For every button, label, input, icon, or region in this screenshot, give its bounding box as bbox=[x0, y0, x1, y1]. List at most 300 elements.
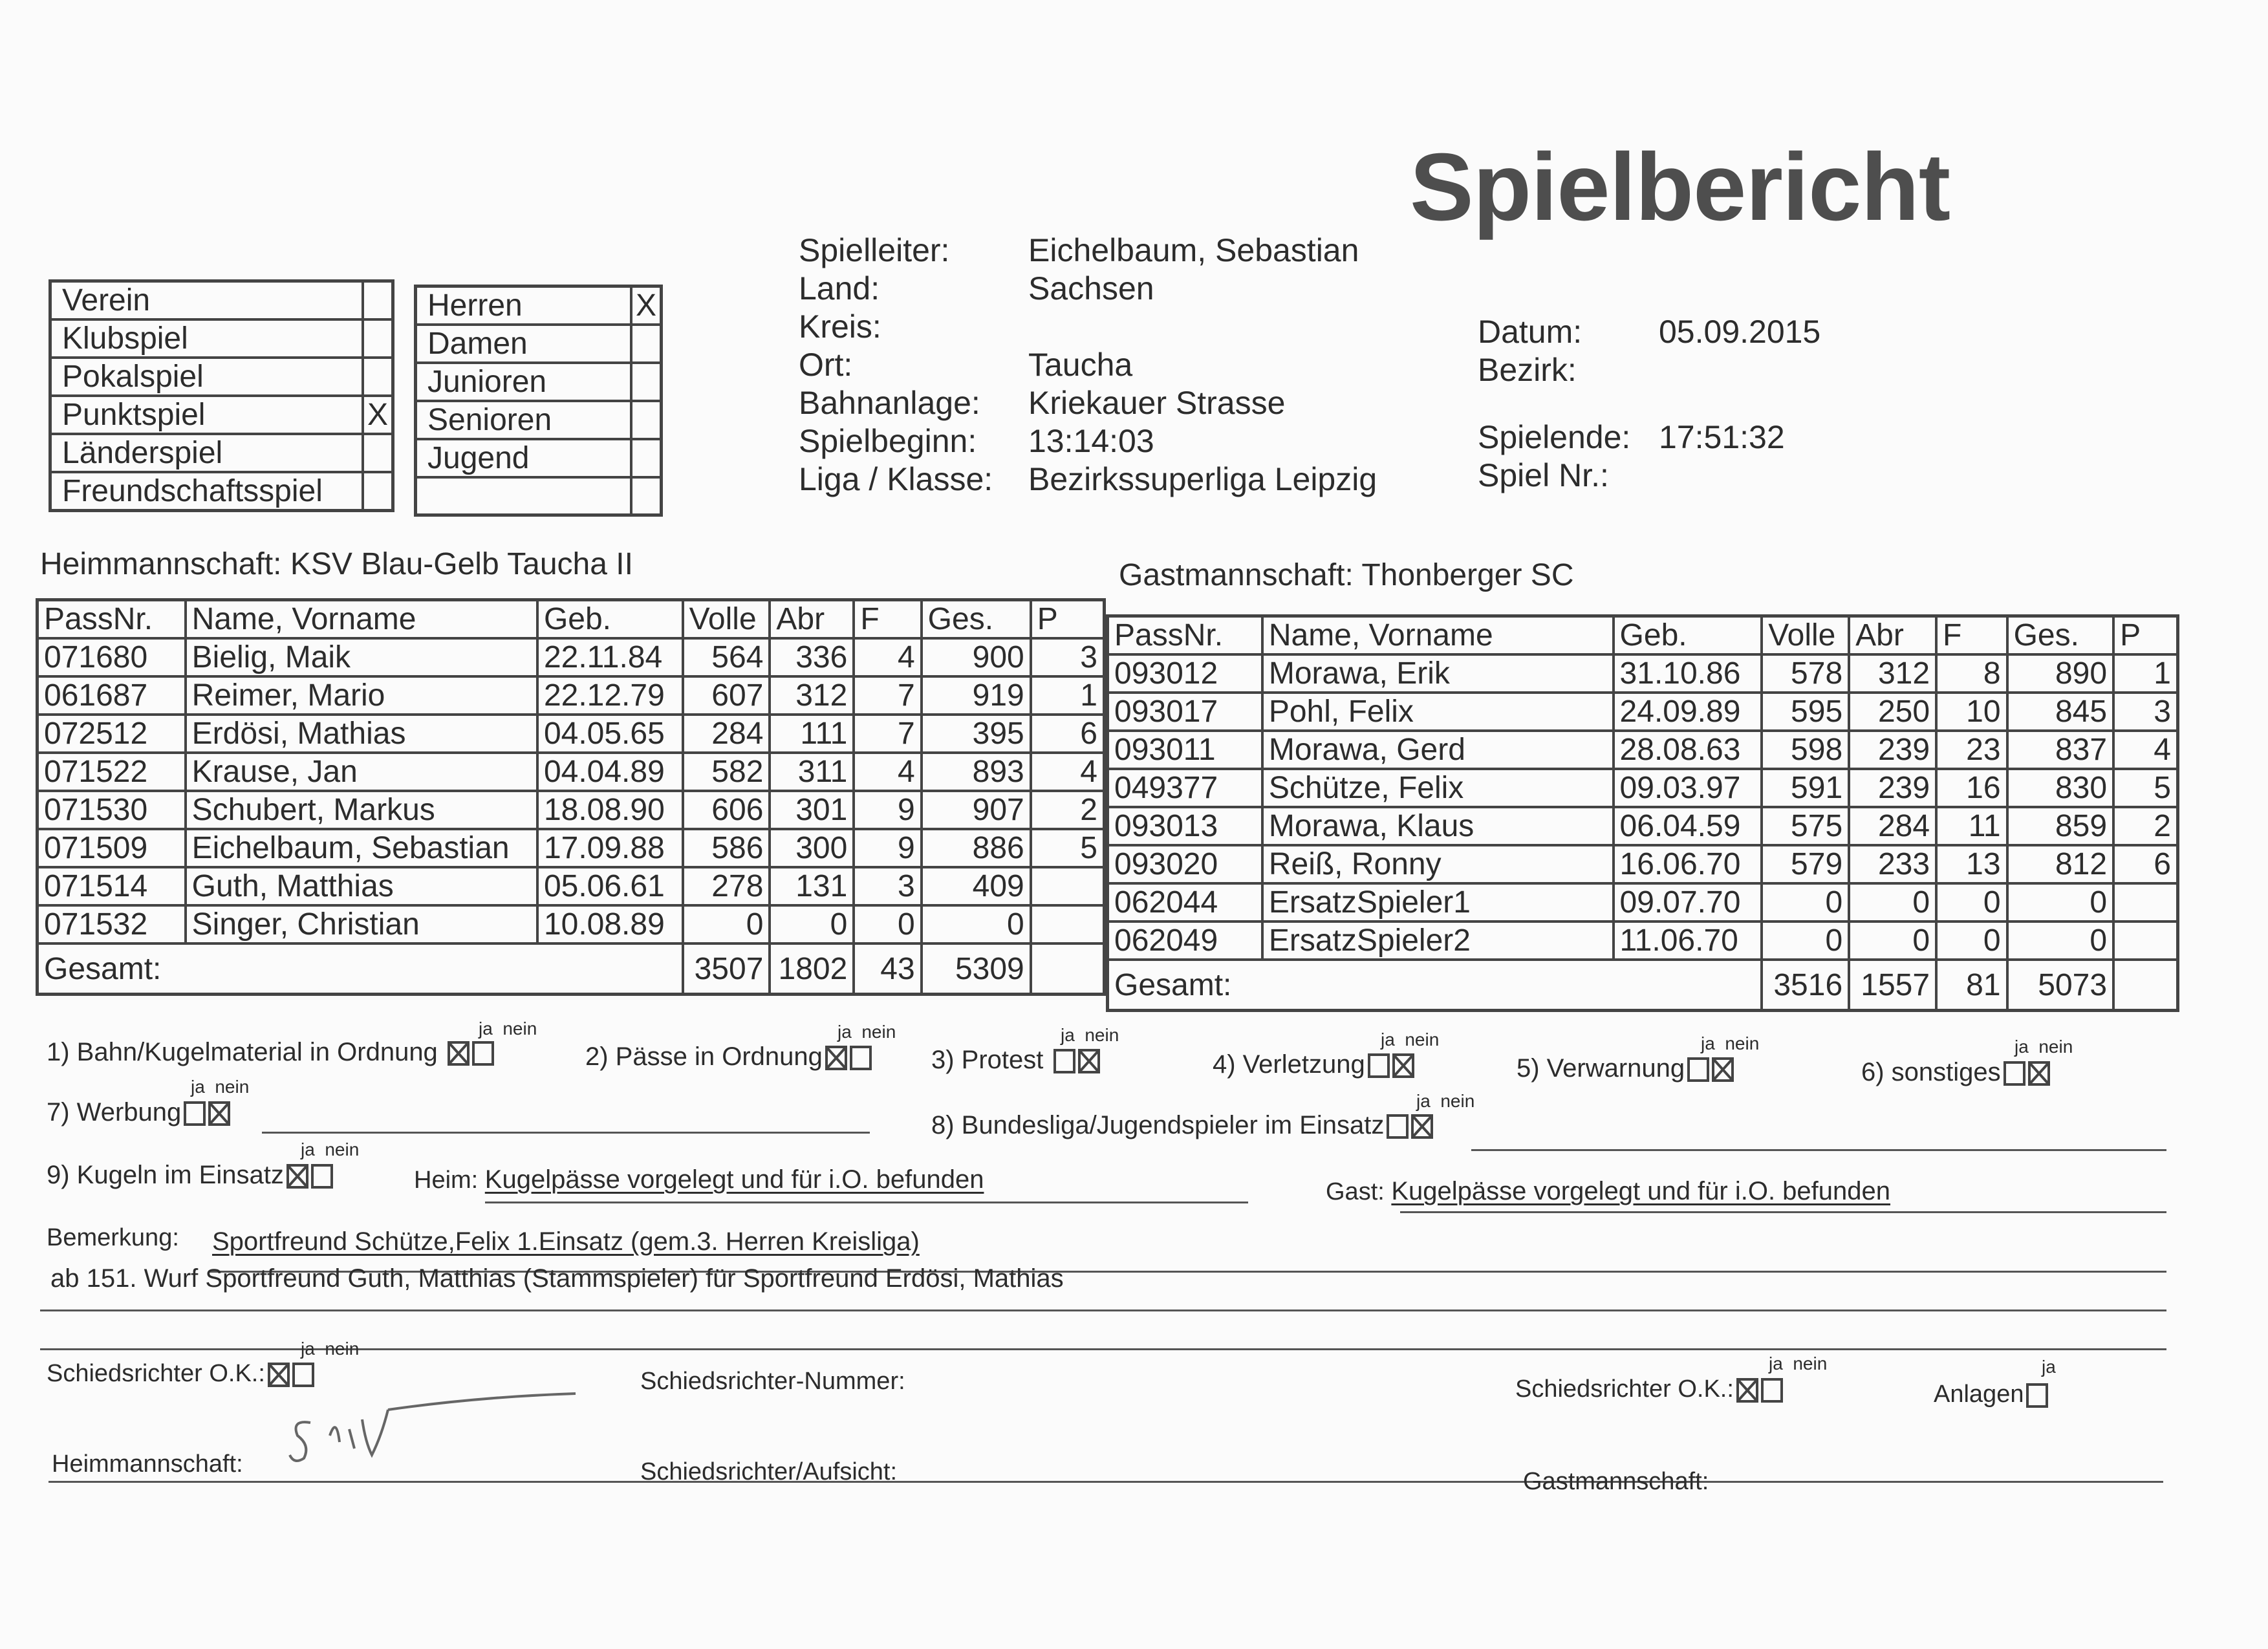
table-cell: 5 bbox=[2113, 769, 2177, 807]
table-cell: 13 bbox=[1936, 845, 2007, 883]
table-cell: 598 bbox=[1762, 731, 1849, 769]
table-cell: 0 bbox=[1762, 883, 1849, 921]
q7-nein-checkbox[interactable] bbox=[208, 1101, 230, 1126]
ja-label: ja bbox=[2042, 1357, 2056, 1377]
q6-nein-checkbox[interactable] bbox=[2028, 1061, 2050, 1086]
schiri-ok-home bbox=[47, 1360, 314, 1388]
column-header: P bbox=[2113, 616, 2177, 655]
ja-label: ja bbox=[2014, 1037, 2029, 1057]
page-title: Spielbericht bbox=[1410, 134, 1950, 241]
total-cell: 5073 bbox=[2007, 960, 2114, 1011]
heimmannschaft-sig-label: Heimmannschaft: bbox=[52, 1450, 243, 1478]
table-cell: 071522 bbox=[38, 753, 186, 791]
game-type-row bbox=[50, 396, 393, 434]
table-row bbox=[38, 715, 1105, 753]
table-cell: 111 bbox=[770, 715, 854, 753]
table-cell: 04.05.65 bbox=[537, 715, 683, 753]
q2-nein-checkbox[interactable] bbox=[850, 1046, 872, 1070]
table-cell: 278 bbox=[683, 867, 770, 905]
bemerkung-line-2: ab 151. Wurf Sportfreund Guth, Matthias (Stammspieler) für Sportfreund Erdösi, Mathias bbox=[50, 1264, 1064, 1293]
table-cell: 9 bbox=[854, 829, 921, 867]
column-header: PassNr. bbox=[1108, 616, 1262, 655]
table-cell: 579 bbox=[1762, 845, 1849, 883]
nein-label: nein bbox=[2038, 1037, 2073, 1057]
table-cell: Reiß, Ronny bbox=[1262, 845, 1614, 883]
column-header: Abr bbox=[1849, 616, 1936, 655]
total-cell: 5309 bbox=[922, 943, 1031, 995]
table-cell: 071514 bbox=[38, 867, 186, 905]
question-8-label: 8) Bundesliga/Jugendspieler im Einsatz bbox=[931, 1111, 1385, 1139]
ja-label: ja bbox=[301, 1339, 315, 1359]
total-row bbox=[1108, 960, 2178, 1011]
guest-team-label: Gastmannschaft: bbox=[1119, 558, 1354, 592]
table-cell: 564 bbox=[683, 638, 770, 676]
table-cell: 093013 bbox=[1108, 807, 1262, 845]
total-cell: 3507 bbox=[683, 943, 770, 995]
home-team-heading bbox=[40, 546, 633, 582]
column-header: Name, Vorname bbox=[1262, 616, 1614, 655]
question-4 bbox=[1213, 1050, 1414, 1079]
class-type-row bbox=[416, 325, 662, 363]
table-cell: 0 bbox=[922, 905, 1031, 943]
nein-label: nein bbox=[325, 1339, 360, 1359]
q8-nein-checkbox[interactable] bbox=[1411, 1114, 1433, 1139]
table-cell: Morawa, Erik bbox=[1262, 654, 1614, 693]
table-row bbox=[1108, 807, 2178, 845]
table-cell: 1 bbox=[1031, 676, 1105, 715]
question-2-label: 2) Pässe in Ordnung bbox=[585, 1042, 823, 1071]
table-cell: 7 bbox=[854, 715, 921, 753]
nein-label: nein bbox=[861, 1022, 896, 1042]
bemerkung-line-1: Sportfreund Schütze,Felix 1.Einsatz (gem.3. Herren Kreisliga) bbox=[212, 1227, 920, 1256]
game-type-checkbox[interactable] bbox=[363, 281, 393, 320]
table-cell: 4 bbox=[2113, 731, 2177, 769]
home-team-name: KSV Blau-Gelb Taucha II bbox=[290, 547, 633, 581]
land-value: Sachsen bbox=[1028, 270, 1154, 307]
gast-text: Kugelpässe vorgelegt und für i.O. befunden bbox=[1391, 1177, 1891, 1205]
column-header: Volle bbox=[1762, 616, 1849, 655]
question-1 bbox=[47, 1038, 494, 1067]
class-type-row bbox=[416, 286, 662, 325]
table-cell: 233 bbox=[1849, 845, 1936, 883]
table-cell: 6 bbox=[2113, 845, 2177, 883]
table-cell bbox=[2113, 883, 2177, 921]
game-type-label: Punktspiel bbox=[50, 396, 363, 434]
game-type-row bbox=[50, 281, 393, 320]
werbung-line bbox=[262, 1132, 870, 1134]
column-header: Geb. bbox=[537, 600, 683, 639]
table-cell: 061687 bbox=[38, 676, 186, 715]
game-type-row bbox=[50, 358, 393, 396]
table-cell: 582 bbox=[683, 753, 770, 791]
class-type-label: Jugend bbox=[416, 439, 632, 477]
table-cell: 0 bbox=[2007, 883, 2114, 921]
q3-nein-checkbox[interactable] bbox=[1078, 1049, 1100, 1073]
game-type-checkbox[interactable] bbox=[363, 358, 393, 396]
table-cell: 312 bbox=[1849, 654, 1936, 693]
total-cell: 81 bbox=[1936, 960, 2007, 1011]
liga-label: Liga / Klasse: bbox=[799, 461, 993, 497]
spielbeginn-label: Spielbeginn: bbox=[799, 423, 977, 459]
table-cell: 893 bbox=[922, 753, 1031, 791]
table-cell: 4 bbox=[854, 638, 921, 676]
table-cell: 239 bbox=[1849, 769, 1936, 807]
table-row bbox=[38, 753, 1105, 791]
q8-ja-checkbox[interactable] bbox=[1387, 1114, 1409, 1139]
table-cell: 06.04.59 bbox=[1614, 807, 1762, 845]
q2-ja-checkbox[interactable] bbox=[825, 1046, 847, 1070]
table-cell: 859 bbox=[2007, 807, 2114, 845]
table-cell: 890 bbox=[2007, 654, 2114, 693]
heim-pass-check bbox=[414, 1165, 984, 1194]
q4-ja-checkbox[interactable] bbox=[1368, 1053, 1390, 1078]
q9-ja-checkbox[interactable] bbox=[286, 1164, 308, 1189]
table-cell: 6 bbox=[1031, 715, 1105, 753]
schiri-aufsicht-label: Schiedsrichter/Aufsicht: bbox=[640, 1458, 898, 1485]
table-cell bbox=[1031, 905, 1105, 943]
heim-label: Heim: bbox=[414, 1167, 479, 1194]
table-cell: 812 bbox=[2007, 845, 2114, 883]
table-cell: 22.11.84 bbox=[537, 638, 683, 676]
table-cell: 072512 bbox=[38, 715, 186, 753]
table-cell: ErsatzSpieler1 bbox=[1262, 883, 1614, 921]
schiri-ok-guest bbox=[1515, 1375, 1783, 1403]
column-header: Name, Vorname bbox=[186, 600, 537, 639]
total-row bbox=[38, 943, 1105, 995]
schiri-nummer-label: Schiedsrichter-Nummer: bbox=[640, 1368, 905, 1395]
q1-nein-checkbox[interactable] bbox=[472, 1041, 494, 1066]
table-cell: 10 bbox=[1936, 693, 2007, 731]
game-type-checkbox[interactable] bbox=[363, 434, 393, 472]
table-row bbox=[1108, 921, 2178, 960]
table-cell: 300 bbox=[770, 829, 854, 867]
spielende-value: 17:51:32 bbox=[1659, 419, 1785, 455]
table-cell: Erdösi, Mathias bbox=[186, 715, 537, 753]
home-roster-table bbox=[36, 598, 1106, 996]
table-cell: 5 bbox=[1031, 829, 1105, 867]
table-cell: 10.08.89 bbox=[537, 905, 683, 943]
table-cell: 071509 bbox=[38, 829, 186, 867]
table-row bbox=[1108, 654, 2178, 693]
q5-nein-checkbox[interactable] bbox=[1712, 1057, 1734, 1082]
heim-text: Kugelpässe vorgelegt und für i.O. befunden bbox=[484, 1165, 984, 1194]
guest-roster-table bbox=[1106, 614, 2179, 1012]
nein-label: nein bbox=[325, 1139, 360, 1159]
guest-team-name: Thonberger SC bbox=[1361, 558, 1574, 592]
table-cell: 071530 bbox=[38, 791, 186, 829]
class-type-label: Damen bbox=[416, 325, 632, 363]
nein-label: nein bbox=[1793, 1353, 1828, 1374]
ja-label: ja bbox=[837, 1022, 852, 1042]
table-cell: 7 bbox=[854, 676, 921, 715]
table-cell: 0 bbox=[683, 905, 770, 943]
bahnanlage-label: Bahnanlage: bbox=[799, 385, 980, 421]
game-type-checkbox[interactable]: X bbox=[363, 396, 393, 434]
column-header: P bbox=[1031, 600, 1105, 639]
question-6-label: 6) sonstiges bbox=[1861, 1058, 2001, 1086]
question-8 bbox=[931, 1111, 1433, 1140]
spielleiter-value: Eichelbaum, Sebastian bbox=[1028, 232, 1359, 268]
ort-label: Ort: bbox=[799, 347, 853, 383]
q5-ja-checkbox[interactable] bbox=[1687, 1057, 1709, 1082]
table-cell: 24.09.89 bbox=[1614, 693, 1762, 731]
anlagen bbox=[1934, 1381, 2048, 1408]
spielende-label: Spielende: bbox=[1478, 419, 1631, 455]
ja-label: ja bbox=[301, 1139, 315, 1159]
table-cell: 17.09.88 bbox=[537, 829, 683, 867]
table-cell: 18.08.90 bbox=[537, 791, 683, 829]
table-cell: 0 bbox=[2007, 921, 2114, 960]
table-cell: 250 bbox=[1849, 693, 1936, 731]
total-cell: 3516 bbox=[1762, 960, 1849, 1011]
kreis-label: Kreis: bbox=[799, 308, 881, 345]
total-cell-empty bbox=[2113, 960, 2177, 1011]
table-row bbox=[1108, 769, 2178, 807]
table-cell: 312 bbox=[770, 676, 854, 715]
class-type-checkbox[interactable] bbox=[631, 363, 662, 401]
spielbeginn-value: 13:14:03 bbox=[1028, 423, 1154, 459]
table-cell: Schütze, Felix bbox=[1262, 769, 1614, 807]
table-cell: 05.06.61 bbox=[537, 867, 683, 905]
question-3-label: 3) Protest bbox=[931, 1046, 1044, 1074]
table-cell: 22.12.79 bbox=[537, 676, 683, 715]
table-cell: Schubert, Markus bbox=[186, 791, 537, 829]
ja-label: ja bbox=[1701, 1033, 1715, 1053]
column-header: PassNr. bbox=[38, 600, 186, 639]
table-cell: Bielig, Maik bbox=[186, 638, 537, 676]
question-2 bbox=[585, 1042, 872, 1072]
column-header: Ges. bbox=[2007, 616, 2114, 655]
table-row bbox=[1108, 845, 2178, 883]
table-cell: Morawa, Gerd bbox=[1262, 731, 1614, 769]
table-cell: 2 bbox=[1031, 791, 1105, 829]
table-cell: 131 bbox=[770, 867, 854, 905]
q3-ja-checkbox[interactable] bbox=[1053, 1049, 1075, 1073]
class-type-checkbox[interactable] bbox=[631, 401, 662, 439]
table-cell: 239 bbox=[1849, 731, 1936, 769]
table-cell: ErsatzSpieler2 bbox=[1262, 921, 1614, 960]
table-cell: Eichelbaum, Sebastian bbox=[186, 829, 537, 867]
table-cell: 3 bbox=[2113, 693, 2177, 731]
table-cell: 336 bbox=[770, 638, 854, 676]
bemerkung-rule-2 bbox=[40, 1310, 2166, 1311]
table-row bbox=[38, 867, 1105, 905]
nein-label: nein bbox=[1440, 1091, 1475, 1111]
table-row bbox=[1108, 731, 2178, 769]
class-type-label: Junioren bbox=[416, 363, 632, 401]
table-row bbox=[38, 676, 1105, 715]
table-cell: 837 bbox=[2007, 731, 2114, 769]
column-header: F bbox=[854, 600, 921, 639]
table-cell: 830 bbox=[2007, 769, 2114, 807]
total-cell-empty bbox=[1031, 943, 1105, 995]
gastmannschaft-sig-label: Gastmannschaft: bbox=[1523, 1468, 1709, 1495]
match-info bbox=[799, 232, 1377, 499]
ort-value: Taucha bbox=[1028, 347, 1133, 383]
table-cell: 4 bbox=[854, 753, 921, 791]
table-cell: 31.10.86 bbox=[1614, 654, 1762, 693]
table-cell: 16.06.70 bbox=[1614, 845, 1762, 883]
table-cell: 093020 bbox=[1108, 845, 1262, 883]
table-cell: 586 bbox=[683, 829, 770, 867]
class-type-row bbox=[416, 477, 662, 515]
table-cell: Guth, Matthias bbox=[186, 867, 537, 905]
game-type-row bbox=[50, 472, 393, 511]
table-cell: 4 bbox=[1031, 753, 1105, 791]
game-type-row bbox=[50, 319, 393, 358]
table-cell: 0 bbox=[1762, 921, 1849, 960]
q7-ja-checkbox[interactable] bbox=[184, 1101, 206, 1126]
ja-label: ja bbox=[479, 1018, 493, 1039]
question-3 bbox=[931, 1046, 1100, 1075]
table-cell: 301 bbox=[770, 791, 854, 829]
nein-label: nein bbox=[1405, 1029, 1440, 1050]
home-signature bbox=[285, 1384, 595, 1474]
table-cell: 607 bbox=[683, 676, 770, 715]
table-cell: 2 bbox=[2113, 807, 2177, 845]
class-type-checkbox[interactable]: X bbox=[631, 286, 662, 325]
table-cell: 093011 bbox=[1108, 731, 1262, 769]
total-cell: 1557 bbox=[1849, 960, 1936, 1011]
table-cell: 3 bbox=[854, 867, 921, 905]
schiri-ok-label: Schiedsrichter O.K.: bbox=[1515, 1375, 1734, 1403]
table-cell: 0 bbox=[1849, 921, 1936, 960]
game-type-label: Länderspiel bbox=[50, 434, 363, 472]
total-label: Gesamt: bbox=[1108, 960, 1762, 1011]
game-type-label: Verein bbox=[50, 281, 363, 320]
gast-pass-check bbox=[1326, 1177, 1890, 1206]
table-cell: 11.06.70 bbox=[1614, 921, 1762, 960]
schiri-ok-label: Schiedsrichter O.K.: bbox=[47, 1360, 265, 1387]
table-cell: 595 bbox=[1762, 693, 1849, 731]
bemerkung-label: Bemerkung: bbox=[47, 1224, 179, 1251]
game-type-label: Klubspiel bbox=[50, 319, 363, 358]
q9-nein-checkbox[interactable] bbox=[311, 1164, 333, 1189]
table-row bbox=[1108, 883, 2178, 921]
question-4-label: 4) Verletzung bbox=[1213, 1050, 1365, 1079]
class-type-row bbox=[416, 363, 662, 401]
class-type-label: Herren bbox=[416, 286, 632, 325]
class-type-checkbox[interactable] bbox=[631, 439, 662, 477]
nein-label: nein bbox=[1085, 1025, 1119, 1045]
signature-line bbox=[49, 1481, 2163, 1483]
anlagen-ja-checkbox[interactable] bbox=[2026, 1383, 2048, 1408]
total-cell: 1802 bbox=[770, 943, 854, 995]
q4-nein-checkbox[interactable] bbox=[1392, 1053, 1414, 1078]
table-cell: 071532 bbox=[38, 905, 186, 943]
anlagen-label: Anlagen bbox=[1934, 1381, 2024, 1408]
table-cell: 23 bbox=[1936, 731, 2007, 769]
game-type-label: Freundschaftsspiel bbox=[50, 472, 363, 511]
ja-label: ja bbox=[1381, 1029, 1395, 1050]
question-9-label: 9) Kugeln im Einsatz bbox=[47, 1161, 284, 1189]
column-header: Geb. bbox=[1614, 616, 1762, 655]
spielnr-label: Spiel Nr.: bbox=[1478, 457, 1609, 493]
liga-value: Bezirkssuperliga Leipzig bbox=[1028, 461, 1377, 497]
question-5-label: 5) Verwarnung bbox=[1517, 1054, 1685, 1083]
table-cell: 284 bbox=[683, 715, 770, 753]
class-type-row bbox=[416, 439, 662, 477]
table-cell: 0 bbox=[854, 905, 921, 943]
game-type-checkbox[interactable] bbox=[363, 319, 393, 358]
column-header: F bbox=[1936, 616, 2007, 655]
q1-ja-checkbox[interactable] bbox=[448, 1041, 470, 1066]
table-cell: 900 bbox=[922, 638, 1031, 676]
table-cell: 093012 bbox=[1108, 654, 1262, 693]
nein-label: nein bbox=[1725, 1033, 1760, 1053]
table-cell: 09.03.97 bbox=[1614, 769, 1762, 807]
table-cell: 071680 bbox=[38, 638, 186, 676]
bundesliga-line bbox=[1471, 1149, 2166, 1151]
class-type-box bbox=[414, 285, 663, 517]
class-type-checkbox[interactable] bbox=[631, 325, 662, 363]
game-type-row bbox=[50, 434, 393, 472]
bahnanlage-value: Kriekauer Strasse bbox=[1028, 385, 1286, 421]
table-row bbox=[1108, 693, 2178, 731]
nein-label: nein bbox=[215, 1077, 250, 1097]
nein-label: nein bbox=[502, 1018, 537, 1039]
table-cell: 578 bbox=[1762, 654, 1849, 693]
table-cell: Pohl, Felix bbox=[1262, 693, 1614, 731]
datum-label: Datum: bbox=[1478, 314, 1582, 350]
table-cell: 3 bbox=[1031, 638, 1105, 676]
column-header: Ges. bbox=[922, 600, 1031, 639]
class-type-label bbox=[416, 477, 632, 515]
table-cell: Reimer, Mario bbox=[186, 676, 537, 715]
table-cell: Morawa, Klaus bbox=[1262, 807, 1614, 845]
table-cell: 591 bbox=[1762, 769, 1849, 807]
table-cell: 907 bbox=[922, 791, 1031, 829]
table-row bbox=[38, 829, 1105, 867]
gast-line bbox=[1400, 1211, 2166, 1213]
table-row bbox=[38, 791, 1105, 829]
game-type-box bbox=[49, 279, 394, 512]
question-7 bbox=[47, 1098, 230, 1127]
table-cell: 0 bbox=[770, 905, 854, 943]
class-type-row bbox=[416, 401, 662, 439]
question-9 bbox=[47, 1161, 333, 1190]
column-header: Abr bbox=[770, 600, 854, 639]
question-5 bbox=[1517, 1054, 1734, 1083]
table-cell: 919 bbox=[922, 676, 1031, 715]
bezirk-label: Bezirk: bbox=[1478, 352, 1577, 388]
column-header: Volle bbox=[683, 600, 770, 639]
table-cell: 395 bbox=[922, 715, 1031, 753]
q6-ja-checkbox[interactable] bbox=[2003, 1061, 2025, 1086]
guest-team-heading bbox=[1119, 557, 1573, 593]
class-type-checkbox[interactable] bbox=[631, 477, 662, 515]
table-cell: 09.07.70 bbox=[1614, 883, 1762, 921]
table-row bbox=[38, 638, 1105, 676]
table-cell: 093017 bbox=[1108, 693, 1262, 731]
table-cell bbox=[1031, 867, 1105, 905]
game-type-label: Pokalspiel bbox=[50, 358, 363, 396]
table-cell: 062044 bbox=[1108, 883, 1262, 921]
ja-label: ja bbox=[1416, 1091, 1431, 1111]
table-cell: 0 bbox=[1936, 883, 2007, 921]
schiri-guest-ja-checkbox[interactable] bbox=[1736, 1378, 1758, 1403]
heim-line bbox=[485, 1202, 1248, 1203]
game-type-checkbox[interactable] bbox=[363, 472, 393, 511]
table-cell: 0 bbox=[1936, 921, 2007, 960]
schiri-guest-nein-checkbox[interactable] bbox=[1761, 1378, 1783, 1403]
datum-value: 05.09.2015 bbox=[1659, 314, 1821, 350]
total-cell: 43 bbox=[854, 943, 921, 995]
table-row bbox=[38, 905, 1105, 943]
ja-label: ja bbox=[1769, 1353, 1783, 1374]
ja-label: ja bbox=[1061, 1025, 1075, 1045]
table-cell: 284 bbox=[1849, 807, 1936, 845]
